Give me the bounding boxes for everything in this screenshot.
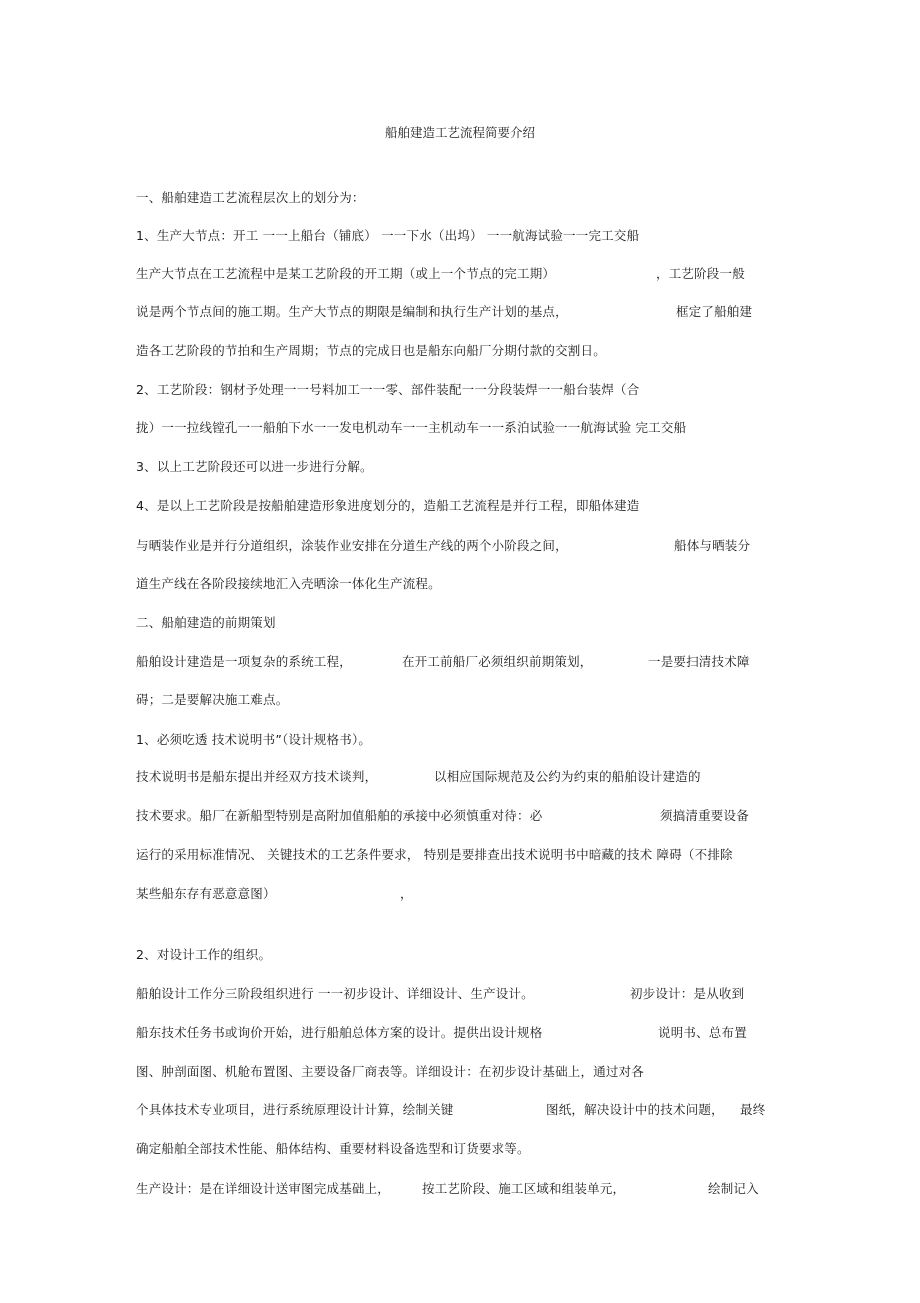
text-segment: ，工艺阶段一般: [656, 266, 745, 281]
text-segment: 说明书、总布置: [658, 1025, 747, 1040]
text-line: [136, 1025, 776, 1041]
text-line: [136, 266, 776, 282]
text-line: [136, 576, 776, 592]
text-segment: 1、生产大节点：开工 一一上船台（铺底） 一一下水（出坞） 一一航海试验一一完工交船: [136, 228, 640, 243]
text-segment: 船舶设计工作分三阶段组织进行 一一初步设计、详细设计、生产设计。: [136, 986, 534, 1001]
text-line: [136, 654, 776, 670]
text-segment: 造各工艺阶段的节拍和生产周期；节点的完成日也是船东向船厂分期付款的交割日。: [136, 343, 606, 358]
text-line: [136, 420, 776, 436]
text-line: [136, 947, 776, 963]
text-line: [136, 615, 776, 631]
text-segment: 一、船舶建造工艺流程层次上的划分为：: [136, 190, 365, 205]
text-segment: ，: [400, 886, 413, 901]
text-line: [136, 382, 776, 398]
text-line: [136, 732, 776, 748]
text-line: [136, 459, 776, 475]
text-segment: 船舶设计建造是一项复杂的系统工程，: [136, 654, 352, 669]
text-segment: 2、工艺阶段：钢材予处理一一号料加工一一零、部件装配一一分段装焊一一船台装焊（合: [136, 382, 640, 397]
document-title: 船舶建造工艺流程简要介绍: [384, 125, 535, 140]
text-segment: 图、肿剖面图、机舱布置图、主要设备厂商表等。详细设计：在初步设计基础上，通过对各: [136, 1064, 645, 1079]
text-segment: 船体与晒装分: [674, 538, 751, 553]
text-segment: 框定了船舶建: [676, 304, 753, 319]
text-line: [136, 343, 776, 359]
text-segment: 生产大节点在工艺流程中是某工艺阶段的开工期（或上一个节点的完工期）: [136, 266, 556, 281]
text-segment: 运行的采用标准情况、 关键技术的工艺条件要求， 特别是要排查出技术说明书中暗藏的技术 障碍（不排除: [136, 847, 733, 862]
text-segment: 技术要求。船厂在新船型特别是高附加值船舶的承接中必须慎重对待：必: [136, 808, 543, 823]
text-line: [136, 808, 776, 824]
text-segment: 一是要扫清技术障: [648, 654, 750, 669]
text-line: [136, 769, 776, 785]
text-line: [136, 692, 776, 708]
text-segment: 个具体技术专业项目，进行系统原理设计计算，绘制关键: [136, 1102, 454, 1117]
text-segment: 3、以上工艺阶段还可以进一步进行分解。: [136, 459, 373, 474]
text-segment: 以相应国际规范及公约为约束的船舶设计建造的: [434, 769, 701, 784]
text-segment: 最终: [740, 1102, 766, 1117]
text-segment: 碍；二是要解决施工难点。: [136, 692, 289, 707]
text-line: [136, 304, 776, 320]
text-segment: 道生产线在各阶段接续地汇入壳晒涂一体化生产流程。: [136, 576, 441, 591]
text-line: [136, 190, 776, 206]
text-segment: 初步设计：是从收到: [630, 986, 745, 1001]
text-line: [136, 498, 776, 514]
text-segment: 某些船东存有恶意意图）: [136, 886, 276, 901]
text-line: [136, 1102, 776, 1118]
text-segment: 图纸，解决设计中的技术问题，: [546, 1102, 724, 1117]
text-segment: 4、是以上工艺阶段是按船舶建造形象进度划分的，造船工艺流程是并行工程，即船体建造: [136, 498, 640, 513]
text-segment: 技术说明书是船东提出并经双方技术谈判，: [136, 769, 378, 784]
text-segment: 1、必须吃透 技术说明书”（设计规格书）。: [136, 732, 372, 747]
text-segment: 在开工前船厂必须组织前期策划，: [402, 654, 593, 669]
text-segment: 确定船舶全部技术性能、船体结构、重要材料设备选型和订货要求等。: [136, 1141, 530, 1156]
text-line: [136, 228, 776, 244]
text-segment: 船东技术任务书或询价开始，进行船舶总体方案的设计。提供出设计规格: [136, 1025, 543, 1040]
text-line: [136, 847, 776, 863]
text-segment: 二、船舶建造的前期策划: [136, 615, 276, 630]
text-segment: 按工艺阶段、施工区域和组装单元，: [422, 1181, 626, 1196]
text-segment: 说是两个节点间的施工期。生产大节点的期限是编制和执行生产计划的基点，: [136, 304, 568, 319]
text-segment: 生产设计：是在详细设计送审图完成基础上，: [136, 1181, 391, 1196]
text-segment: 2、对设计工作的组织。: [136, 947, 272, 962]
text-segment: 拢）一一拉线镗孔一一船舶下水一一发电机动车一一主机动车一一系泊试验一一航海试验 完工交船: [136, 420, 687, 435]
text-line: [136, 538, 776, 554]
text-line: [136, 986, 776, 1002]
text-line: [136, 1141, 776, 1157]
text-line: [136, 1181, 776, 1197]
text-segment: 与晒装作业是并行分道组织，涂装作业安排在分道生产线的两个小阶段之间，: [136, 538, 568, 553]
text-line: [136, 886, 776, 902]
text-segment: 须搞清重要设备: [660, 808, 749, 823]
text-segment: 绘制记入: [708, 1181, 759, 1196]
text-line: [136, 1064, 776, 1080]
